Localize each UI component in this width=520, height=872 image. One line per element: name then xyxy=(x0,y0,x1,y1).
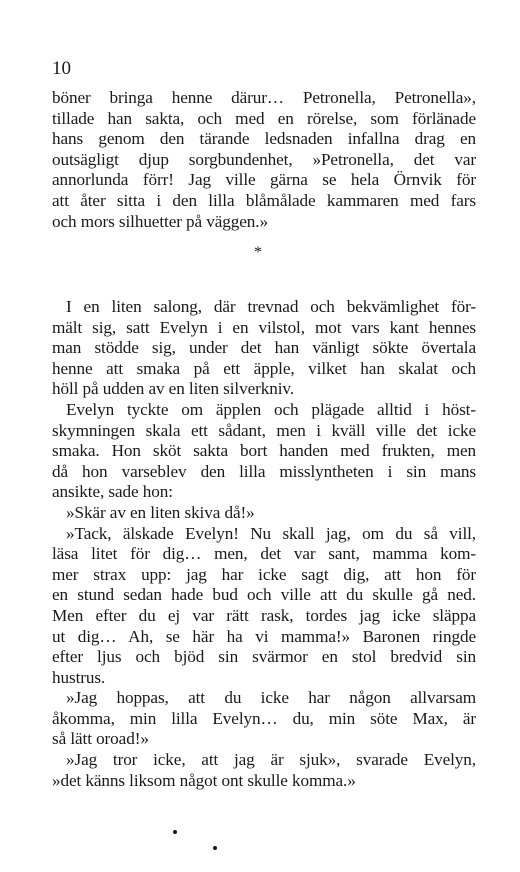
text-line: »Skär av en liten skiva då!» xyxy=(66,502,255,522)
text-line: läsa litet för dig… men, det var sant, mamma kom- xyxy=(52,544,476,564)
text-line: henne att smaka på ett äpple, vilket han skalat och xyxy=(52,358,476,378)
text-line: då hon varseblev den lilla misslyntheten i sin mans xyxy=(52,461,476,481)
print-speck xyxy=(213,846,217,850)
text-line: »Tack, älskade Evelyn! Nu skall jag, om du så vill, xyxy=(66,523,476,543)
text-line: så lätt oroad!» xyxy=(52,729,149,749)
text-line: man stödde sig, under det han vänligt sökte övertala xyxy=(52,338,476,358)
text-line: att åter sitta i den lilla blåmålade kammaren med fars xyxy=(52,190,476,210)
text-line: »Jag hoppas, att du icke har någon allvarsam xyxy=(66,688,476,708)
text-line: smaka. Hon sköt sakta bort handen med frukten, men xyxy=(52,441,476,461)
paragraph-continued xyxy=(52,88,476,232)
print-speck xyxy=(173,830,177,834)
text-line: böner bringa henne därur… Petronella, Petronella», xyxy=(52,88,476,107)
section-two xyxy=(52,297,476,791)
text-line: mer strax upp: jag har icke sagt dig, att hon för xyxy=(52,564,476,584)
text-line: en stund sedan hade bud och ville att du skulle gå ned. xyxy=(52,585,476,605)
text-line: skymningen skala ett sådant, men i kväll ville det icke xyxy=(52,420,476,440)
text-line: ansikte, sade hon: xyxy=(52,482,173,502)
section-separator: * xyxy=(254,244,262,261)
text-line: ut dig… Ah, se här ha vi mamma!» Baronen ringde xyxy=(52,626,476,646)
text-line: I en liten salong, där trevnad och bekvämlighet för- xyxy=(66,297,476,316)
page-number: 10 xyxy=(52,58,71,79)
text-line: åkomma, min lilla Evelyn… du, min söte Max, är xyxy=(52,708,476,728)
text-line: höll på udden av en liten silverkniv. xyxy=(52,379,294,399)
text-line: hans genom den tärande ledsnaden infallna drag en xyxy=(52,129,476,149)
text-line: Men efter du ej var rätt rask, tordes jag icke släppa xyxy=(52,605,476,625)
text-line: tillade han sakta, och med en rörelse, som förlänade xyxy=(52,108,476,128)
text-line: »Jag tror icke, att jag är sjuk», svarade Evelyn, xyxy=(66,750,476,770)
text-line: »det känns liksom något ont skulle komma.» xyxy=(52,770,356,790)
text-line: outsägligt djup sorgbundenhet, »Petronella, det var xyxy=(52,149,476,169)
text-line: Evelyn tyckte om äpplen och plägade alltid i höst- xyxy=(66,399,476,419)
text-line: och mors silhuetter på väggen.» xyxy=(52,211,268,231)
text-line: efter ljus och bjöd sin svärmor en stol bredvid sin xyxy=(52,647,476,667)
text-line: annorlunda förr! Jag ville gärna se hela Örnvik för xyxy=(52,170,476,190)
text-line: mält sig, satt Evelyn i en vilstol, mot vars kant hennes xyxy=(52,317,476,337)
text-line: hustrus. xyxy=(52,667,106,687)
